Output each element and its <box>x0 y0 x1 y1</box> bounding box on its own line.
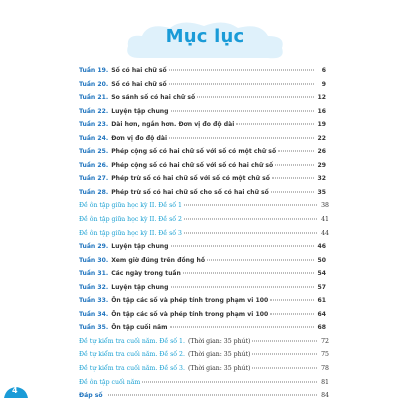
toc-entry-leader-dots <box>169 70 314 71</box>
toc-entry-page: 9 <box>321 80 326 88</box>
toc-entry-page: 16 <box>317 107 326 115</box>
toc-entry-label <box>79 172 316 186</box>
toc-entry-label <box>79 227 319 241</box>
toc-entry-note: (Thời gian: 35 phút) <box>187 337 251 345</box>
toc-entry-unit: Tuần 33. <box>79 297 109 305</box>
toc-entry-topic: Luyện tập chung <box>111 283 169 291</box>
toc-entry-unit: Tuần 29. <box>79 243 109 251</box>
toc-entry-topic: Đề ôn tập giữa học kỳ II. Đề số 1 <box>79 202 182 210</box>
toc-entry-page: 35 <box>317 188 326 196</box>
toc-entry-unit: Tuần 26. <box>79 161 109 169</box>
toc-entry-topic: Số có hai chữ số <box>111 67 167 74</box>
toc-entry-page: 6 <box>321 67 326 74</box>
toc-entry-label <box>79 118 316 132</box>
toc-entry <box>79 105 326 119</box>
toc-entry <box>79 376 329 390</box>
toc-entry-leader-dots <box>270 300 314 301</box>
toc-entry-leader-dots <box>207 259 314 260</box>
toc-entry-page: 81 <box>321 378 329 386</box>
toc-entry <box>79 281 326 295</box>
toc-entry-leader-dots <box>252 368 317 369</box>
toc-entry-note: (Thời gian: 35 phút) <box>187 365 251 373</box>
toc-entry-unit: Tuần 22. <box>79 107 109 115</box>
toc-entry-leader-dots <box>184 205 317 206</box>
toc-entry-topic: Số có hai chữ số <box>111 80 167 88</box>
toc-entry-unit: Tuần 19. <box>79 67 109 74</box>
toc-entry-topic: Ôn tập cuối năm <box>111 324 168 332</box>
toc-entry-label <box>79 213 319 227</box>
toc-entry-leader-dots <box>275 164 314 165</box>
toc-entry-page: 26 <box>317 148 326 156</box>
toc-entry <box>79 78 326 92</box>
toc-entry-leader-dots <box>142 381 317 382</box>
toc-entry-unit: Tuần 34. <box>79 310 109 318</box>
toc-entry-page: 19 <box>317 121 326 129</box>
toc-entry-topic: Luyện tập chung <box>111 107 169 115</box>
toc-entry-topic: Phép cộng số có hai chữ số với số có hai chữ số <box>111 161 274 169</box>
toc-entry-page: 75 <box>321 351 329 359</box>
toc-entry-unit: Tuần 28. <box>79 188 109 196</box>
toc-entry-topic: Dài hơn, ngắn hơn. Đơn vị đo độ dài <box>111 121 235 129</box>
toc-entry-unit: Tuần 31. <box>79 270 109 278</box>
toc-entry-page: 29 <box>317 161 326 169</box>
toc-entry-topic: Đề tự kiểm tra cuối năm. Đề số 3. <box>79 365 185 373</box>
toc-entry-unit: Tuần 23. <box>79 121 109 129</box>
toc-entry <box>79 227 329 241</box>
toc-entry-leader-dots <box>169 83 314 84</box>
toc-entry-page: 46 <box>317 243 326 251</box>
toc-entry-label <box>79 308 316 322</box>
toc-entry-label <box>79 105 316 119</box>
toc-entry-topic: Luyện tập chung <box>111 243 169 251</box>
toc-entry-topic: Đề ôn tập giữa học kỳ II. Đề số 2 <box>79 216 182 224</box>
toc-entry-page: 68 <box>317 324 326 332</box>
toc-entry-unit: Tuần 35. <box>79 324 109 332</box>
toc-entry-label <box>79 254 316 268</box>
toc-entry-leader-dots <box>236 124 314 125</box>
toc-entry <box>79 348 329 362</box>
table-of-contents <box>79 64 329 403</box>
toc-entry-leader-dots <box>252 340 317 341</box>
toc-entry-page: 84 <box>321 392 329 400</box>
toc-entry-topic: Đề tự kiểm tra cuối năm. Đề số 2. <box>79 351 185 359</box>
toc-entry-label <box>79 389 319 403</box>
toc-entry-topic: Ôn tập các số và phép tính trong phạm vi 100 <box>111 310 269 318</box>
toc-entry-unit: Tuần 20. <box>79 80 109 88</box>
toc-entry <box>79 186 326 200</box>
toc-entry-label <box>79 199 319 213</box>
toc-entry-label <box>79 376 319 390</box>
toc-entry <box>79 308 326 322</box>
toc-entry-page: 44 <box>321 229 329 237</box>
toc-entry <box>79 199 329 213</box>
toc-entry-page: 57 <box>317 283 326 291</box>
toc-entry <box>79 91 326 105</box>
toc-entry-label <box>79 91 316 105</box>
page-number-badge <box>2 384 30 400</box>
toc-entry-label <box>79 64 316 78</box>
toc-entry-topic: So sánh số có hai chữ số <box>111 94 196 102</box>
toc-entry <box>79 362 329 376</box>
toc-entry <box>79 389 329 403</box>
toc-entry-label <box>79 267 316 281</box>
toc-entry <box>79 267 326 281</box>
toc-entry <box>79 213 329 227</box>
toc-entry-note: (Thời gian: 35 phút) <box>187 351 251 359</box>
toc-entry-page: 41 <box>321 216 329 224</box>
toc-entry-topic: Đề tự kiểm tra cuối năm. Đề số 1. <box>79 337 185 345</box>
toc-entry-page: 72 <box>321 337 329 345</box>
toc-entry <box>79 145 326 159</box>
toc-entry-page: 54 <box>317 270 326 278</box>
toc-entry-label <box>79 186 316 200</box>
toc-entry <box>79 254 326 268</box>
toc-entry-leader-dots <box>169 137 314 138</box>
toc-entry-label <box>79 159 316 173</box>
toc-entry-leader-dots <box>270 313 314 314</box>
toc-entry-unit: Tuần 24. <box>79 134 109 142</box>
toc-entry-leader-dots <box>272 178 314 179</box>
toc-entry <box>79 118 326 132</box>
toc-entry-leader-dots <box>252 354 317 355</box>
toc-entry-topic: Phép trừ số có hai chữ số cho số có hai chữ số <box>111 188 269 196</box>
toc-entry-leader-dots <box>271 191 314 192</box>
toc-entry <box>79 64 326 78</box>
toc-entry-page: 38 <box>321 202 329 210</box>
page-title: Mục lục <box>165 26 245 47</box>
title-cloud <box>120 18 290 64</box>
toc-entry-unit: Tuần 32. <box>79 283 109 291</box>
toc-entry-leader-dots <box>108 395 317 396</box>
toc-entry-page: 22 <box>317 134 326 142</box>
toc-entry-leader-dots <box>171 110 315 111</box>
toc-entry-label <box>79 321 316 335</box>
toc-entry-leader-dots <box>171 286 315 287</box>
toc-entry-leader-dots <box>170 327 315 328</box>
toc-entry-page: 12 <box>317 94 326 102</box>
toc-entry-leader-dots <box>184 232 317 233</box>
toc-entry-label <box>79 281 316 295</box>
page-number: 4 <box>12 386 18 395</box>
toc-entry-topic: Đơn vị đo độ dài <box>111 134 168 142</box>
toc-entry-page: 61 <box>317 297 326 305</box>
toc-entry-label <box>79 362 319 376</box>
toc-entry-page: 50 <box>317 256 326 264</box>
toc-entry-leader-dots <box>184 219 317 220</box>
toc-entry-topic: Phép cộng số có hai chữ số với số có một chữ số <box>111 148 277 156</box>
toc-entry-unit: Đáp số <box>79 392 103 400</box>
toc-entry-label <box>79 132 316 146</box>
toc-entry <box>79 321 326 335</box>
toc-entry-label <box>79 335 319 349</box>
toc-entry-topic: Các ngày trong tuần <box>111 270 181 278</box>
toc-entry-page: 78 <box>321 365 329 373</box>
toc-entry-label <box>79 240 316 254</box>
toc-entry-page: 32 <box>317 175 326 183</box>
toc-entry-topic: Phép trừ số có hai chữ số với số có một chữ số <box>111 175 270 183</box>
toc-entry-label <box>79 78 316 92</box>
toc-entry-unit: Tuần 21. <box>79 94 109 102</box>
toc-entry-unit: Tuần 30. <box>79 256 109 264</box>
toc-entry <box>79 294 326 308</box>
toc-entry-leader-dots <box>197 97 314 98</box>
toc-entry <box>79 335 329 349</box>
toc-entry-unit: Tuần 25. <box>79 148 109 156</box>
toc-entry-unit: Tuần 27. <box>79 175 109 183</box>
toc-entry <box>79 240 326 254</box>
toc-entry-page: 64 <box>317 310 326 318</box>
toc-entry-leader-dots <box>183 273 314 274</box>
toc-entry-label <box>79 145 316 159</box>
toc-entry-label <box>79 348 319 362</box>
toc-entry <box>79 159 326 173</box>
toc-entry-topic: Đề ôn tập cuối năm <box>79 378 141 386</box>
toc-entry-topic: Đề ôn tập giữa học kỳ II. Đề số 3 <box>79 229 182 237</box>
toc-entry <box>79 132 326 146</box>
toc-entry-leader-dots <box>171 246 315 247</box>
toc-entry <box>79 172 326 186</box>
toc-entry-label <box>79 294 316 308</box>
toc-entry-topic: Ôn tập các số và phép tính trong phạm vi 100 <box>111 297 269 305</box>
toc-entry-leader-dots <box>278 151 314 152</box>
toc-entry-topic: Xem giờ đúng trên đồng hồ <box>111 256 206 264</box>
